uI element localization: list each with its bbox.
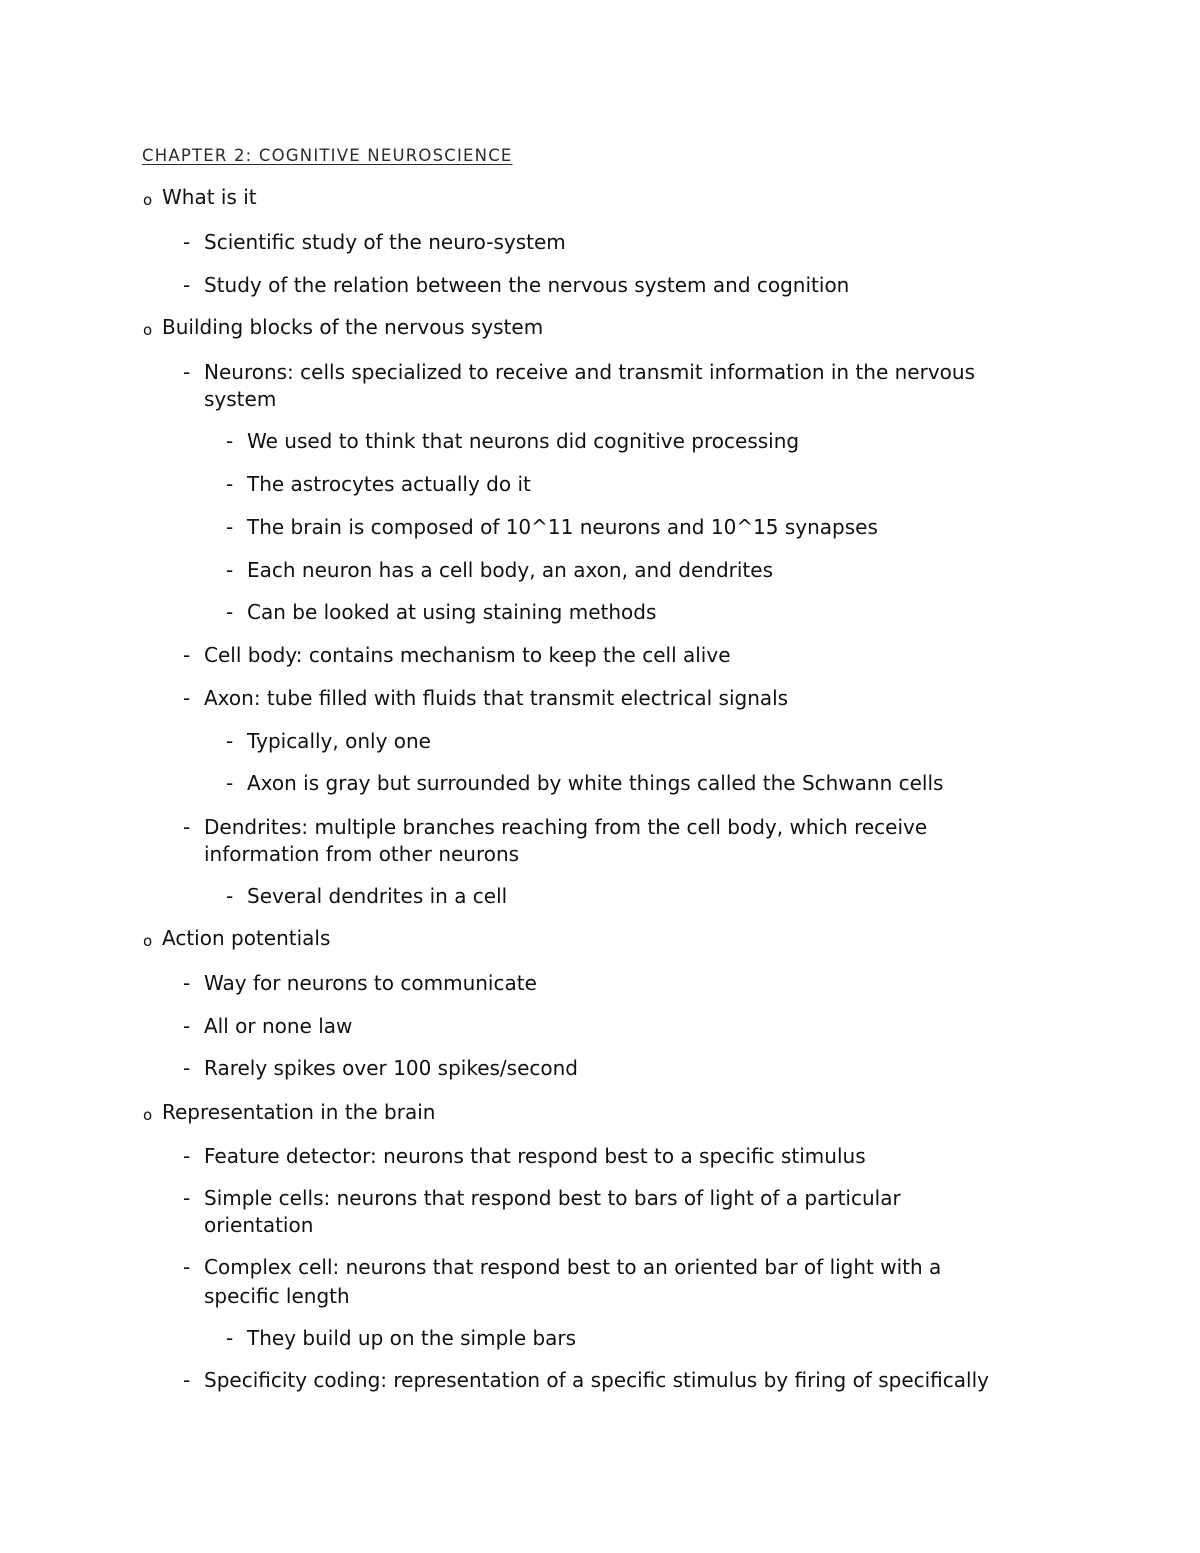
dash-marker: -: [183, 815, 191, 839]
list-item-text: Complex cell: neurons that respond best to an oriented bar of light with a: [204, 1255, 942, 1279]
dash-marker: -: [226, 884, 234, 908]
list-item-text: Dendrites: multiple branches reaching from the cell body, which receive: [204, 815, 928, 839]
list-item-text: Rarely spikes over 100 spikes/second: [204, 1056, 578, 1080]
bullet-marker: o: [143, 1106, 153, 1124]
list-item-text: Building blocks of the nervous system: [162, 315, 544, 339]
dash-marker: -: [183, 1056, 191, 1080]
dash-marker: -: [183, 273, 191, 297]
list-item-text: Cell body: contains mechanism to keep the cell alive: [204, 643, 731, 667]
dash-marker: -: [183, 971, 191, 995]
dash-marker: -: [183, 1368, 191, 1392]
list-item-text: Neurons: cells specialized to receive and transmit information in the nervous: [204, 360, 975, 384]
list-item-text: information from other neurons: [204, 842, 520, 866]
list-item-text: All or none law: [204, 1014, 353, 1038]
list-item-text: orientation: [204, 1213, 314, 1237]
list-item-text: They build up on the simple bars: [247, 1326, 577, 1350]
dash-marker: -: [226, 558, 234, 582]
bullet-marker: o: [143, 191, 153, 209]
list-item-text: Specificity coding: representation of a specific stimulus by firing of specifically: [204, 1368, 989, 1392]
dash-marker: -: [226, 1326, 234, 1350]
chapter-title: CHAPTER 2: COGNITIVE NEUROSCIENCE: [142, 146, 513, 165]
dash-marker: -: [183, 1014, 191, 1038]
list-item-text: Each neuron has a cell body, an axon, and dendrites: [247, 558, 773, 582]
list-item-text: specific length: [204, 1284, 350, 1308]
list-item-text: Simple cells: neurons that respond best to bars of light of a particular: [204, 1186, 901, 1210]
list-item-text: Typically, only one: [247, 729, 431, 753]
list-item-text: Axon is gray but surrounded by white things called the Schwann cells: [247, 771, 944, 795]
list-item-text: Study of the relation between the nervous system and cognition: [204, 273, 850, 297]
dash-marker: -: [183, 643, 191, 667]
dash-marker: -: [183, 230, 191, 254]
dash-marker: -: [183, 1255, 191, 1279]
list-item-text: system: [204, 387, 277, 411]
dash-marker: -: [226, 771, 234, 795]
dash-marker: -: [226, 472, 234, 496]
list-item-text: The brain is composed of 10^11 neurons and 10^15 synapses: [247, 515, 878, 539]
dash-marker: -: [183, 1186, 191, 1210]
list-item-text: Several dendrites in a cell: [247, 884, 508, 908]
list-item-text: Way for neurons to communicate: [204, 971, 537, 995]
list-item-text: The astrocytes actually do it: [247, 472, 531, 496]
list-item-text: Scientific study of the neuro-system: [204, 230, 566, 254]
dash-marker: -: [226, 729, 234, 753]
list-item-text: We used to think that neurons did cognitive processing: [247, 429, 800, 453]
list-item-text: Feature detector: neurons that respond best to a specific stimulus: [204, 1144, 866, 1168]
list-item-text: Representation in the brain: [162, 1100, 436, 1124]
dash-marker: -: [226, 600, 234, 624]
dash-marker: -: [226, 429, 234, 453]
list-item-text: Axon: tube filled with fluids that transmit electrical signals: [204, 686, 789, 710]
dash-marker: -: [183, 1144, 191, 1168]
dash-marker: -: [183, 360, 191, 384]
dash-marker: -: [226, 515, 234, 539]
list-item-text: What is it: [162, 185, 257, 209]
bullet-marker: o: [143, 321, 153, 339]
bullet-marker: o: [143, 932, 153, 950]
list-item-text: Can be looked at using staining methods: [247, 600, 657, 624]
dash-marker: -: [183, 686, 191, 710]
list-item-text: Action potentials: [162, 926, 331, 950]
